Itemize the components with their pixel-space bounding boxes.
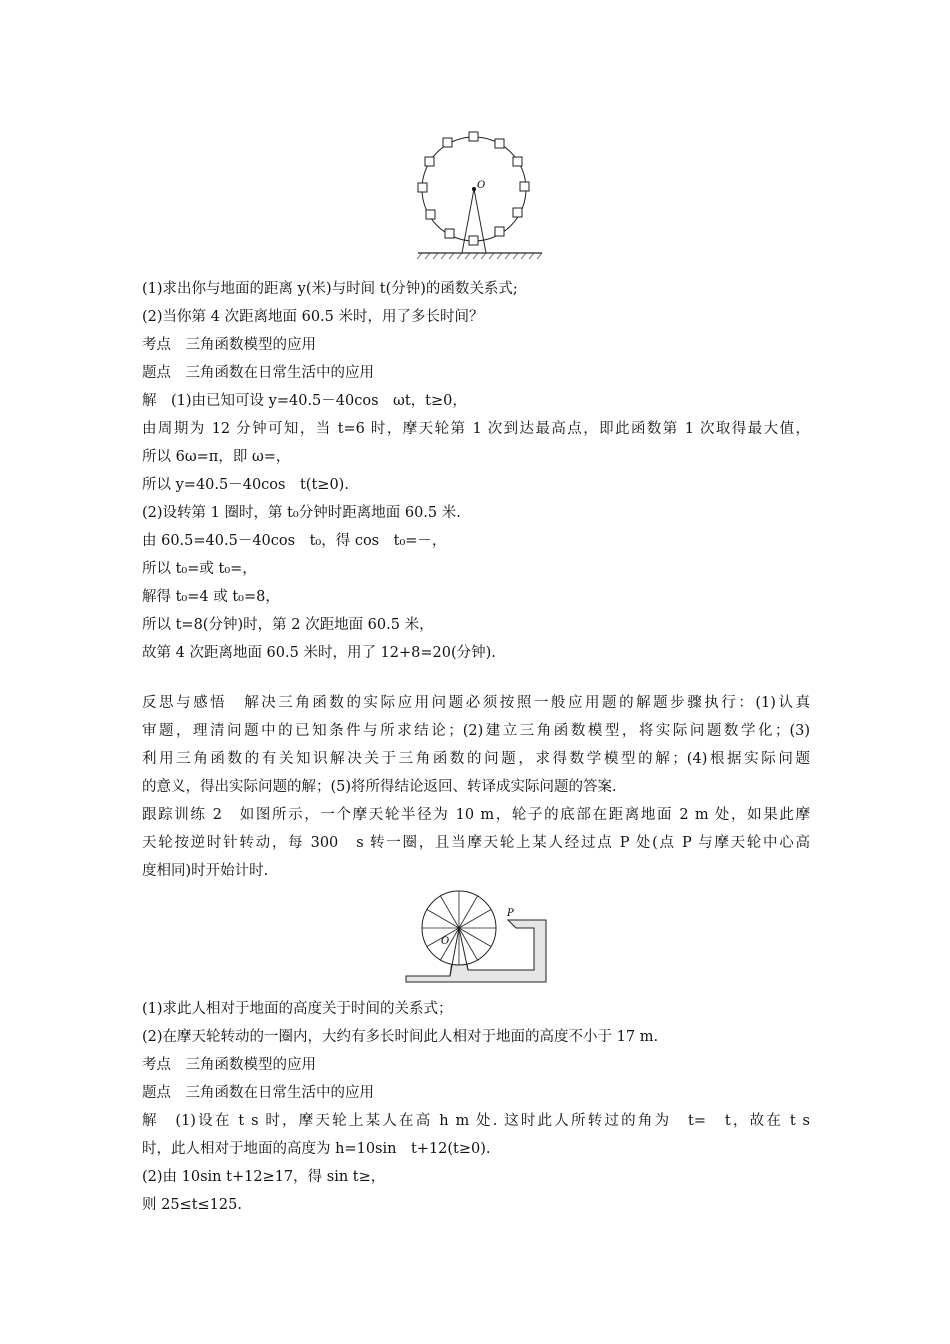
solution-line: 所以 t₀=或 t₀=，	[142, 561, 257, 577]
question-1: (1)求此人相对于地面的高度关于时间的关系式；	[142, 1001, 453, 1017]
center-label-o: O	[477, 180, 486, 191]
exercise-line: 度相同)时开始计时.	[142, 863, 269, 879]
subtopic-label: 题点 三角函数在日常生活中的应用	[142, 365, 374, 381]
question-1: (1)求出你与地面的距离 y(米)与时间 t(分钟)的函数关系式;	[142, 281, 518, 297]
question-2: (2)当你第 4 次距离地面 60.5 米时，用了多长时间？	[142, 309, 484, 325]
solution-line: 由 60.5=40.5－40cos t₀，得 cos t₀=－，	[142, 533, 447, 549]
subtopic-label: 题点 三角函数在日常生活中的应用	[142, 1085, 374, 1101]
solution-line: 所以 t=8(分钟)时，第 2 次距地面 60.5 米，	[142, 617, 434, 633]
solution-line: 解 (1)由已知可设 y=40.5－40cos ωt，t≥0，	[142, 393, 467, 409]
exercise-line: 天轮按逆时针转动，每 300 s 转一圈，且当摩天轮上某人经过点 P 处(点 P 与摩天轮中心高	[142, 835, 810, 851]
wheel-center-dot	[472, 187, 476, 191]
question-2: (2)在摩天轮转动的一圈内，大约有多长时间此人相对于地面的高度不小于 17 m.	[142, 1029, 659, 1045]
topic-label: 考点 三角函数模型的应用	[142, 1057, 316, 1073]
reflection-paragraph-line: 利用三角函数的有关知识解决关于三角函数的问题，求得数学模型的解；(4)根据实际问题	[142, 751, 810, 767]
solution-line: 时，此人相对于地面的高度为 h=10sin t+12(t≥0).	[142, 1141, 491, 1157]
exercise-line: 跟踪训练 2 如图所示，一个摩天轮半径为 10 m，轮子的底部在距离地面 2 m 处，如果此摩	[142, 807, 810, 823]
solution-line: 所以 6ω=π，即 ω=，	[142, 449, 291, 465]
reflection-paragraph-line: 的意义，得出实际问题的解；(5)将所得结论返回、转译成实际问题的答案.	[142, 779, 617, 795]
solution-line: 解 (1)设在 t s 时，摩天轮上某人在高 h m 处. 这时此人所转过的角为 t= t，故在 t s	[142, 1113, 810, 1129]
topic-label: 考点 三角函数模型的应用	[142, 337, 316, 353]
center-label-o: O	[441, 936, 450, 947]
solution-line: (2)设转第 1 圈时，第 t₀分钟时距离地面 60.5 米.	[142, 505, 461, 521]
solution-line: 所以 y=40.5－40cos t(t≥0).	[142, 477, 349, 493]
solution-line: 解得 t₀=4 或 t₀=8，	[142, 589, 280, 605]
ferris-wheel-figure	[410, 126, 550, 262]
point-label-p: P	[507, 908, 514, 919]
reflection-paragraph-line: 审题，理清问题中的已知条件与所求结论；(2)建立三角函数模型，将实际问题数学化；(3)	[142, 723, 810, 739]
solution-line: 由周期为 12 分钟可知，当 t=6 时，摩天轮第 1 次到达最高点，即此函数第 1 次取得最大值，	[142, 421, 810, 437]
solution-line: (2)由 10sin t+12≥17，得 sin t≥，	[142, 1169, 386, 1185]
reflection-paragraph-line: 反思与感悟 解决三角函数的实际应用问题必须按照一般应用题的解题步骤执行：(1)认真	[142, 695, 810, 711]
ground-hatch	[417, 253, 542, 259]
ferris-wheel-platform-figure	[404, 884, 550, 986]
solution-line: 则 25≤t≤125.	[142, 1197, 242, 1213]
solution-line: 故第 4 次距离地面 60.5 米时，用了 12+8=20(分钟).	[142, 645, 496, 661]
